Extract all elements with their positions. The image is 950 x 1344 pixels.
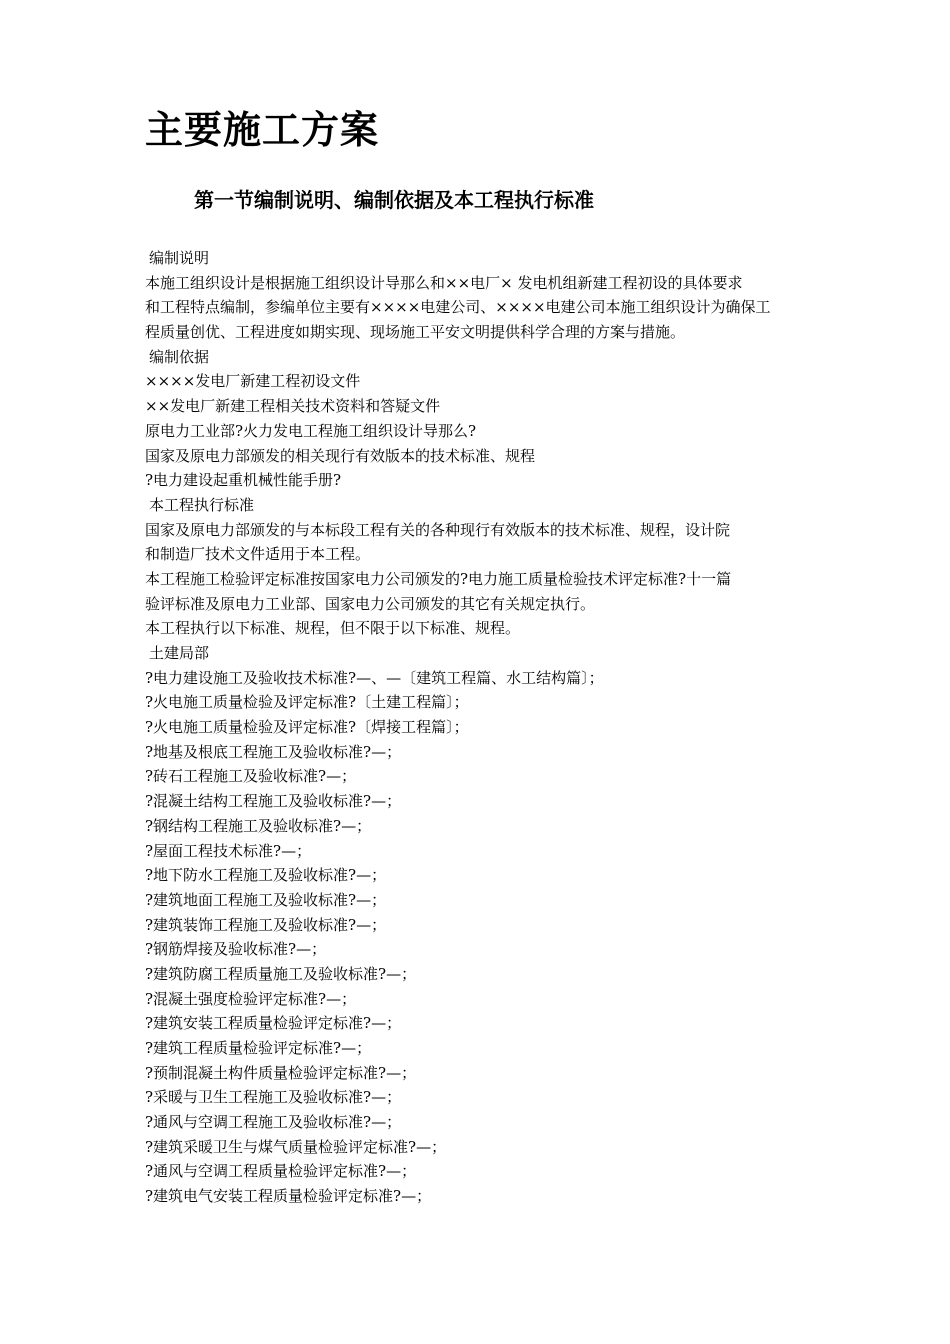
text-line: ?混凝土强度检验评定标准?—；	[145, 989, 357, 1008]
text-line: ××××发电厂新建工程初设文件	[145, 372, 361, 391]
text-line: 本工程执行以下标准、规程，但不限于以下标准、规程。	[145, 619, 521, 638]
text-line: ?混凝土结构工程施工及验收标准?—；	[145, 792, 402, 811]
document-title: 主要施工方案	[145, 107, 380, 152]
text-line: 原电力工业部?火力发电工程施工组织设计导那么?	[145, 421, 477, 440]
text-line: ?电力建设起重机械性能手册?	[145, 471, 342, 490]
text-line: ?屋面工程技术标准?—；	[145, 841, 312, 860]
text-line: ?建筑工程质量检验评定标准?—；	[145, 1039, 372, 1057]
subsection-heading: 编制依据	[149, 347, 210, 366]
text-line: ?电力建设施工及验收技术标准?—、—〔建筑工程篇、水工结构篇〕；	[145, 668, 604, 687]
text-line: 国家及原电力部颁发的相关现行有效版本的技术标准、规程	[145, 446, 536, 465]
text-line: ?钢结构工程施工及验收标准?—；	[145, 816, 372, 835]
text-line: ?火电施工质量检验及评定标准?〔土建工程篇〕；	[145, 693, 469, 712]
text-line: ?建筑安装工程质量检验评定标准?—；	[145, 1014, 402, 1033]
text-line: ?建筑地面工程施工及验收标准?—；	[145, 890, 387, 909]
text-line: ?建筑电气安装工程质量检验评定标准?—；	[145, 1187, 432, 1206]
text-line: ?地下防水工程施工及验收标准?—；	[145, 866, 387, 885]
text-line: ?建筑装饰工程施工及验收标准?—；	[145, 915, 387, 934]
text-line: 验评标准及原电力工业部、国家电力公司颁发的其它有关规定执行。	[145, 594, 596, 613]
text-line: 本工程施工检验评定标准按国家电力公司颁发的?电力施工质量检验技术评定标准?十一篇	[145, 569, 732, 588]
text-line: ××发电厂新建工程相关技术资料和答疑文件	[145, 397, 441, 416]
text-line: 本施工组织设计是根据施工组织设计导那么和××电厂× 发电机组新建工程初设的具体要求	[145, 273, 743, 292]
text-line: ?通风与空调工程施工及验收标准?—；	[145, 1113, 402, 1132]
text-line: ?建筑采暖卫生与煤气质量检验评定标准?—；	[145, 1137, 447, 1156]
text-line: ?砖石工程施工及验收标准?—；	[145, 767, 357, 786]
text-line: 程质量创优、工程进度如期实现、现场施工平安文明提供科学合理的方案与措施。	[145, 323, 686, 342]
document-body	[145, 246, 810, 1209]
text-line: ?通风与空调工程质量检验评定标准?—；	[145, 1162, 417, 1181]
text-line: 和制造厂技术文件适用于本工程。	[145, 545, 371, 564]
text-line: 国家及原电力部颁发的与本标段工程有关的各种现行有效版本的技术标准、规程，设计院	[145, 520, 731, 539]
section-title: 第一节编制说明、编制依据及本工程执行标准	[194, 188, 594, 212]
subsection-heading: 土建局部	[149, 644, 210, 662]
subsection-heading: 本工程执行标准	[149, 495, 255, 514]
text-line: ?建筑防腐工程质量施工及验收标准?—；	[145, 964, 417, 983]
text-line: ?火电施工质量检验及评定标准?〔焊接工程篇〕；	[145, 718, 469, 737]
text-line: ?预制混凝土构件质量检验评定标准?—；	[145, 1063, 417, 1082]
text-line: 和工程特点编制，参编单位主要有××××电建公司、××××电建公司本施工组织设计为确保工	[145, 298, 771, 317]
text-line: ?钢筋焊接及验收标准?—；	[145, 940, 327, 959]
text-line: ?采暖与卫生工程施工及验收标准?—；	[145, 1088, 402, 1107]
subsection-heading: 编制说明	[149, 249, 210, 267]
text-line: ?地基及根底工程施工及验收标准?—；	[145, 742, 402, 761]
